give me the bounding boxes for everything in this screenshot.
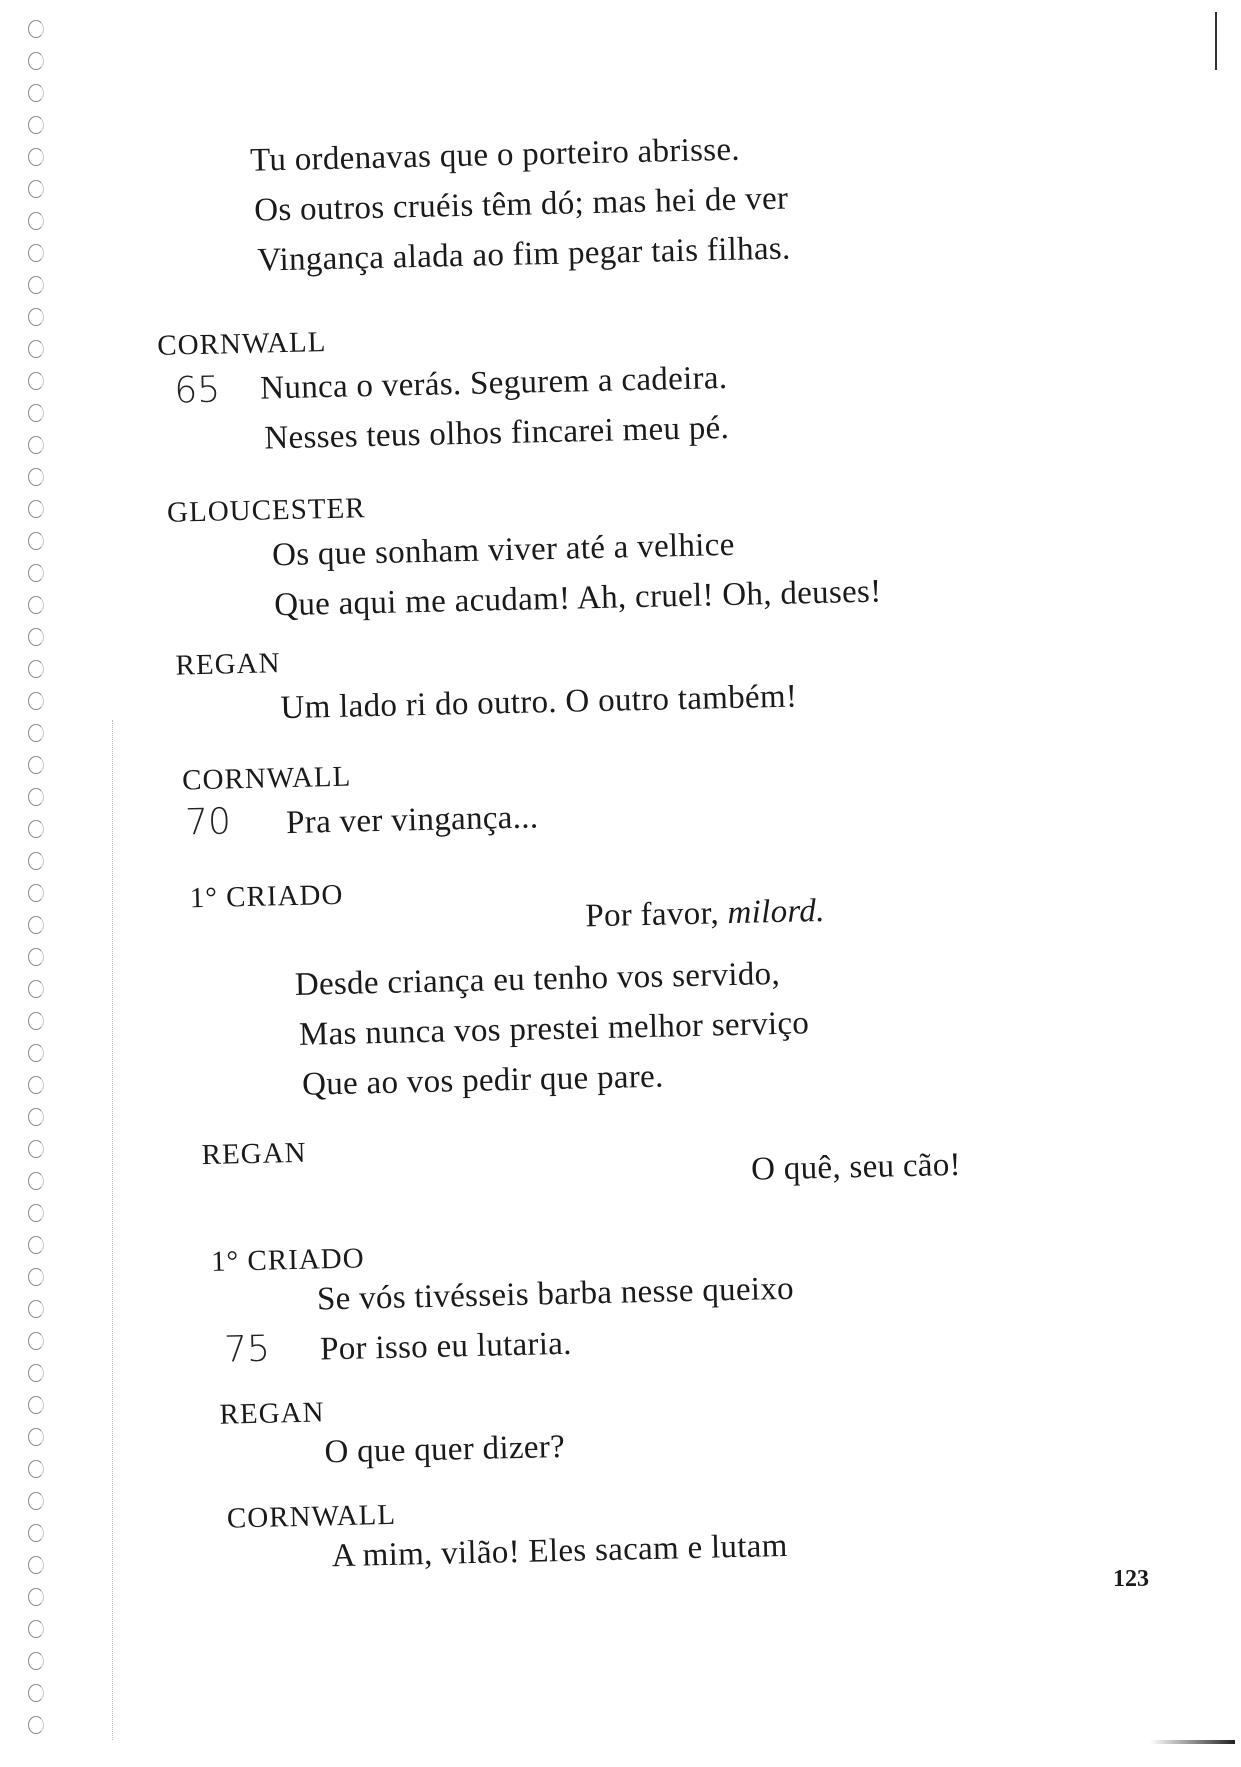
handwritten-line-number: 70 xyxy=(184,801,232,844)
verse-line: O quê, seu cão! xyxy=(750,1146,962,1188)
speaker-name: REGAN xyxy=(219,1396,325,1431)
handwritten-line-number: 75 xyxy=(223,1328,271,1371)
verse-line: O que quer dizer? xyxy=(324,1428,566,1471)
handwritten-line-number: 65 xyxy=(173,369,221,412)
verse-line: Vingança alada ao fim pegar tais filhas. xyxy=(256,230,791,279)
criado-reply xyxy=(585,893,825,935)
speaker-name: 1° CRIADO xyxy=(210,1242,365,1278)
verse-line: Que aqui me acudam! Ah, cruel! Oh, deuses! xyxy=(273,573,882,624)
criado-reply-emphasis: milord. xyxy=(727,892,826,932)
verse-line: Os que sonham viver até a velhice xyxy=(271,526,735,574)
verse-line: Por isso eu lutaria. xyxy=(319,1325,573,1368)
speaker-name: CORNWALL xyxy=(226,1498,397,1535)
verse-line: Nesses teus olhos fincarei meu pé. xyxy=(264,409,730,457)
speaker-name: CORNWALL xyxy=(156,326,327,362)
speaker-name: CORNWALL xyxy=(181,760,352,797)
verse-line: Os outros cruéis têm dó; mas hei de ver xyxy=(253,180,789,229)
verse-line: Que ao vos pedir que pare. xyxy=(301,1058,664,1103)
verse-line: A mim, vilão! Eles sacam e lutam xyxy=(331,1527,789,1575)
speaker-name: GLOUCESTER xyxy=(166,492,366,529)
speaker-name: REGAN xyxy=(175,647,281,682)
verse-line: Tu ordenavas que o porteiro abrisse. xyxy=(249,131,741,179)
verse-line: Nunca o verás. Segurem a cadeira. xyxy=(259,359,728,407)
verse-line: Se vós tivésseis barba nesse queixo xyxy=(316,1270,795,1318)
verse-line: Um lado ri do outro. O outro também! xyxy=(280,678,798,727)
criado-reply-text: Por favor, xyxy=(584,895,728,935)
page-number: 123 xyxy=(1113,1566,1149,1592)
verse-line: Desde criança eu tenho vos servido, xyxy=(294,955,781,1003)
speaker-name: 1° CRIADO xyxy=(189,878,344,915)
verse-line: Mas nunca vos prestei melhor serviço xyxy=(298,1005,810,1053)
speaker-name: REGAN xyxy=(201,1136,307,1172)
verse-line: Pra ver vingança... xyxy=(285,799,539,842)
